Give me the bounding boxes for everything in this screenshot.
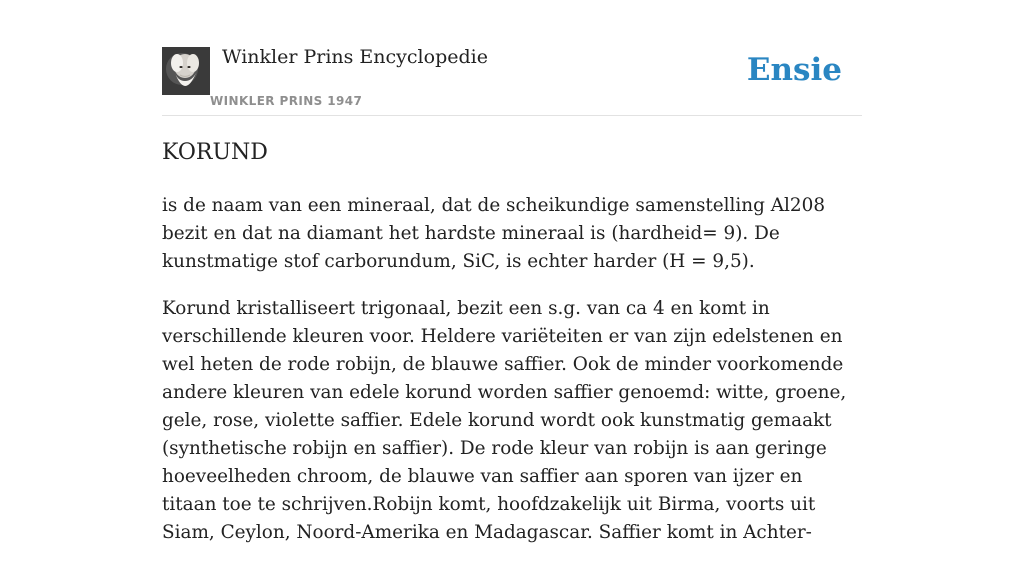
page-title: KORUND: [162, 140, 268, 165]
article-paragraph: is de naam van een mineraal, dat de scheikundige samenstelling Al208 bezit en dat na diamant het hardste mineraal is (hardheid= 9). De kunstmatige stof carborundum, SiC, is echter harder (H = 9,5).: [162, 195, 826, 272]
article-paragraph: Korund kristalliseert trigonaal, bezit een s.g. van ca 4 en komt in verschillende kleuren voor. Heldere variëteiten er van zijn edelstenen en wel heten de rode robijn, de blauwe saffier. Ook de minder voorkomende andere kleuren van edele korund worden saffier genoemd: witte, groene, gele, rose, violette saffier. Edele korund wordt ook kunstmatig gemaakt (synthetische robijn en saffier). De rode kleur van robijn is aan geringe hoeveelheden chroom, de blauwe van saffier aan sporen van ijzer en titaan toe te schrijven.Robijn komt, hoofdzakelijk uit Birma, voorts uit Siam, Ceylon, Noord-Amerika en Madagascar. Saffier komt in Achter-: [162, 298, 847, 543]
brand-logo[interactable]: Ensie: [746, 52, 842, 88]
source-edition[interactable]: WINKLER PRINS 1947: [210, 94, 363, 108]
bearded-man-portrait-icon[interactable]: [162, 47, 210, 95]
page-header: [162, 44, 862, 116]
source-name[interactable]: Winkler Prins Encyclopedie: [222, 46, 488, 68]
article-body: [162, 192, 862, 566]
